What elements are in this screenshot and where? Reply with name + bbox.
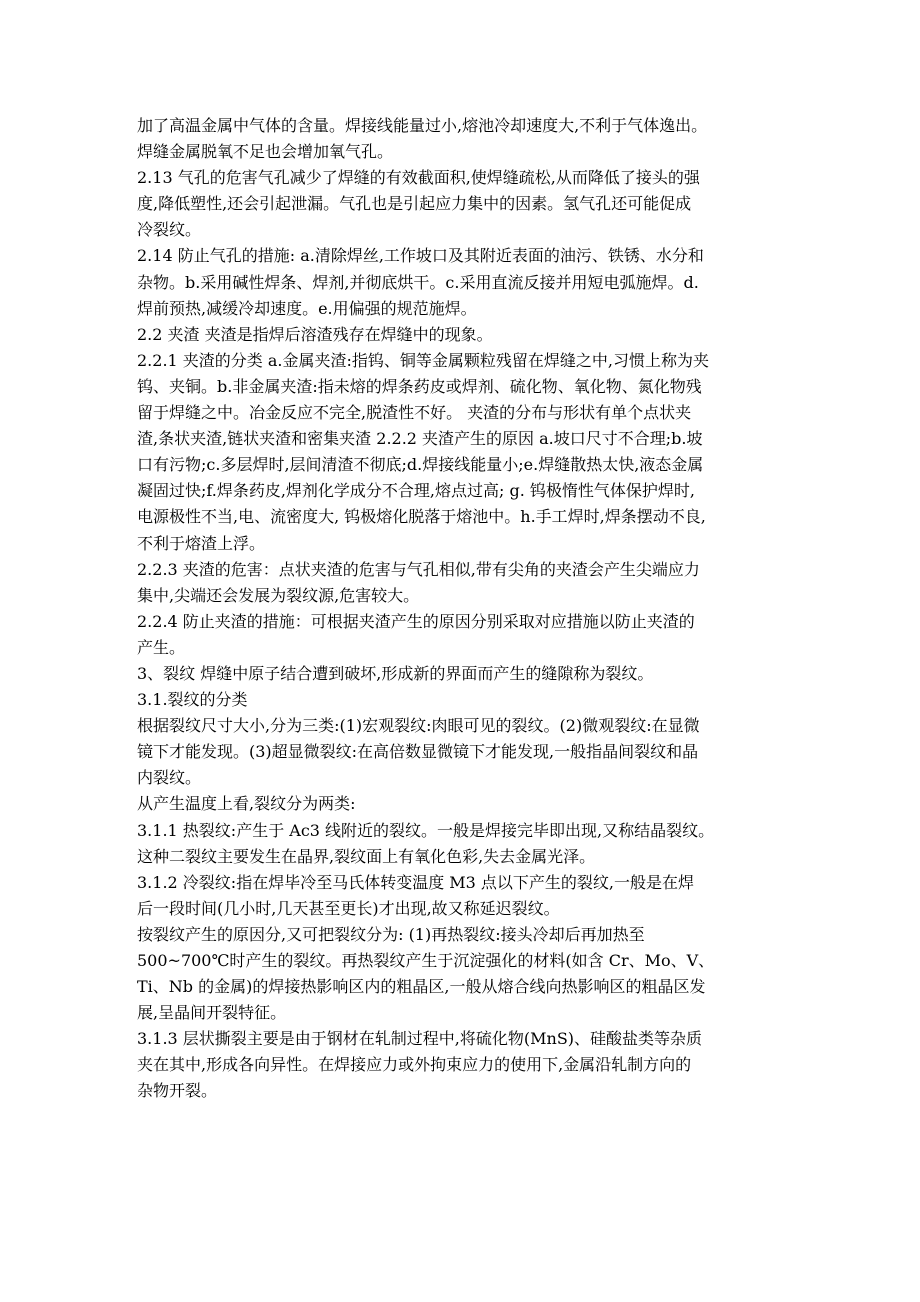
- text-line: 加了高温金属中气体的含量。焊接线能量过小,熔池冷却速度大,不利于气体逸出。: [137, 116, 708, 135]
- text-line: 夹在其中,形成各向异性。在焊接应力或外拘束应力的使用下,金属沿轧制方向的: [137, 1055, 692, 1075]
- text-line: 钨、夹铜。b.非金属夹渣:指未熔的焊条药皮或焊剂、硫化物、氧化物、氮化物残: [137, 376, 702, 396]
- text-line: 3、裂纹 焊缝中原子结合遭到破坏,形成新的界面而产生的缝隙称为裂纹。: [137, 663, 654, 683]
- text-line: 口有污物;c.多层焊时,层间清渣不彻底;d.焊接线能量小;e.焊缝散热太快,液态金属: [137, 455, 704, 475]
- text-line: 电源极性不当,电、流密度大, 钨极熔化脱落于熔池中。h.手工焊时,焊条摆动不良,: [137, 507, 706, 527]
- text-line: 冷裂纹。: [137, 220, 202, 240]
- text-line: 3.1.1 热裂纹:产生于 Ac3 线附近的裂纹。一般是焊接完毕即出现,又称结晶裂纹。: [137, 820, 715, 840]
- text-line: 度,降低塑性,还会引起泄漏。气孔也是引起应力集中的因素。氢气孔还可能促成: [137, 194, 692, 214]
- text-line: 不利于熔渣上浮。: [137, 533, 266, 553]
- text-line: 从产生温度上看,裂纹分为两类:: [137, 794, 356, 814]
- text-line: 2.2.4 防止夹渣的措施：可根据夹渣产生的原因分别采取对应措施以防止夹渣的: [137, 611, 695, 631]
- text-line: 按裂纹产生的原因分,又可把裂纹分为: (1)再热裂纹:接头冷却后再加热至: [137, 924, 645, 944]
- text-line: 留于焊缝之中。冶金反应不完全,脱渣性不好。 夹渣的分布与形状有单个点状夹: [137, 403, 692, 423]
- text-line: 产生。: [137, 637, 186, 657]
- text-line: 渣,条状夹渣,链状夹渣和密集夹渣 2.2.2 夹渣产生的原因 a.坡口尺寸不合理;b.坡: [137, 429, 703, 449]
- text-line: 2.14 防止气孔的措施: a.清除焊丝,工作坡口及其附近表面的油污、铁锈、水分和: [137, 246, 704, 266]
- text-line: Ti、Nb 的金属)的焊接热影响区内的粗晶区,一般从熔合线向热影响区的粗晶区发: [137, 977, 706, 997]
- document-body: [137, 113, 797, 1105]
- text-line: 杂物。b.采用碱性焊条、焊剂,并彻底烘干。c.采用直流反接并用短电弧施焊。d.: [137, 272, 699, 292]
- text-line: 根据裂纹尺寸大小,分为三类:(1)宏观裂纹:肉眼可见的裂纹。(2)微观裂纹:在显微: [137, 716, 700, 736]
- text-line: 2.13 气孔的危害气孔减少了焊缝的有效截面积,使焊缝疏松,从而降低了接头的强: [137, 168, 700, 188]
- text-line: 2.2.1 夹渣的分类 a.金属夹渣:指钨、铜等金属颗粒残留在焊缝之中,习惯上称为夹: [137, 350, 709, 370]
- text-line: 3.1.2 冷裂纹:指在焊毕冷至马氏体转变温度 M3 点以下产生的裂纹,一般是在焊: [137, 872, 695, 892]
- text-line: 500~700℃时产生的裂纹。再热裂纹产生于沉淀强化的材料(如含 Cr、Mo、V、: [137, 951, 715, 970]
- text-line: 3.1.3 层状撕裂主要是由于钢材在轧制过程中,将硫化物(MnS)、硅酸盐类等杂质: [137, 1029, 703, 1049]
- text-line: 集中,尖端还会发展为裂纹源,危害较大。: [137, 585, 420, 605]
- text-line: 杂物开裂。: [137, 1081, 218, 1101]
- text-line: 展,呈晶间开裂特征。: [137, 1003, 287, 1023]
- text-line: 焊缝金属脱氧不足也会增加氧气孔。: [137, 142, 394, 162]
- text-line: 3.1.裂纹的分类: [137, 690, 248, 710]
- text-line: 凝固过快;f.焊条药皮,焊剂化学成分不合理,熔点过高; g. 钨极惰性气体保护焊时,: [137, 481, 695, 501]
- text-line: 焊前预热,减缓冷却速度。e.用偏强的规范施焊。: [137, 298, 477, 318]
- text-line: 这种二裂纹主要发生在晶界,裂纹面上有氧化色彩,失去金属光泽。: [137, 846, 596, 866]
- text-line: 2.2.3 夹渣的危害：点状夹渣的危害与气孔相似,带有尖角的夹渣会产生尖端应力: [137, 559, 700, 579]
- text-line: 2.2 夹渣 夹渣是指焊后溶渣残存在焊缝中的现象。: [137, 324, 493, 344]
- text-line: 镜下才能发现。(3)超显微裂纹:在高倍数显微镜下才能发现,一般指晶间裂纹和晶: [137, 742, 699, 762]
- text-line: 内裂纹。: [137, 768, 202, 788]
- text-line: 后一段时间(几小时,几天甚至更长)才出现,故又称延迟裂纹。: [137, 898, 560, 918]
